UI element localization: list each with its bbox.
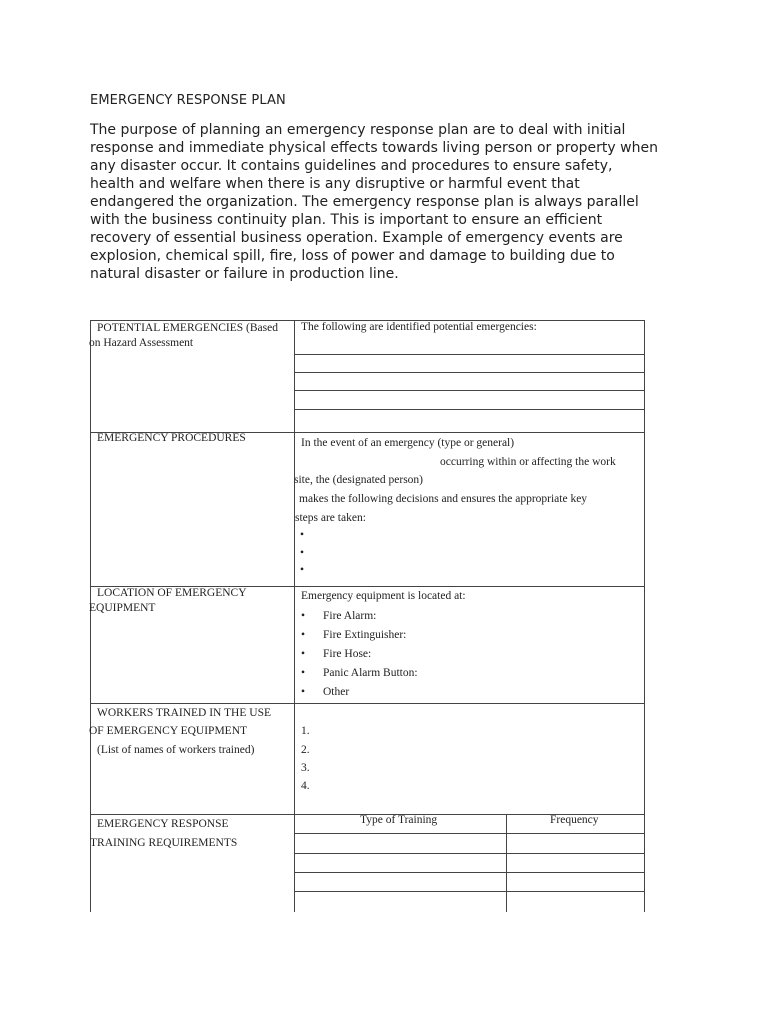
row-line xyxy=(294,833,645,834)
workers-trained-label-cont: OF EMERGENCY EQUIPMENT xyxy=(89,725,248,737)
equipment-bullet: • xyxy=(301,667,306,679)
procedures-line-2: occurring within or affecting the work xyxy=(440,456,616,468)
equipment-bullet: • xyxy=(301,610,306,622)
row-line xyxy=(294,891,645,892)
worker-number: 3. xyxy=(301,762,310,774)
procedures-line-3: site, the (designated person) xyxy=(294,474,424,486)
equipment-bullet: • xyxy=(301,648,306,660)
equipment-location-label: LOCATION OF EMERGENCY xyxy=(97,587,247,599)
row-line xyxy=(294,354,645,355)
procedures-bullet: • xyxy=(300,529,305,541)
training-requirements-label-cont: TRAINING REQUIREMENTS xyxy=(90,837,238,849)
equipment-item-fire-hose: Fire Hose: xyxy=(323,648,372,660)
equipment-bullet: • xyxy=(301,686,306,698)
procedures-bullet: • xyxy=(300,564,305,576)
equipment-intro: Emergency equipment is located at: xyxy=(301,590,466,602)
training-frequency-header: Frequency xyxy=(550,814,599,826)
row-line xyxy=(294,390,645,391)
training-column-divider xyxy=(506,814,507,912)
document-title: EMERGENCY RESPONSE PLAN xyxy=(90,93,286,108)
procedures-line-4: makes the following decisions and ensures the appropriate key xyxy=(299,493,588,505)
row-line xyxy=(294,372,645,373)
training-type-header: Type of Training xyxy=(360,814,438,826)
section-border xyxy=(90,703,645,704)
potential-emergencies-label-cont: on Hazard Assessment xyxy=(89,337,194,349)
equipment-item-fire-alarm: Fire Alarm: xyxy=(323,610,377,622)
row-line xyxy=(294,409,645,410)
equipment-item-other: Other xyxy=(323,686,350,698)
equipment-bullet: • xyxy=(301,629,306,641)
worker-number: 1. xyxy=(301,725,310,737)
procedures-bullet: • xyxy=(300,547,305,559)
procedures-line-5: steps are taken: xyxy=(295,512,366,524)
potential-emergencies-label: POTENTIAL EMERGENCIES (Based xyxy=(97,322,278,334)
intro-paragraph: The purpose of planning an emergency response plan are to deal with initial response and immediate physical effects towards living person or property when any disaster occur. It contains guidelines and procedures to ensure safety, health and welfare when there is any disruptive or harmful event that endangered the organization. The emergency response plan is always parallel with the business continuity plan. This is important to ensure an efficient recovery of essential business operation. Example of emergency events are explosion, chemical spill, fire, loss of power and damage to building due to natural disaster or failure in production line. xyxy=(90,122,658,282)
worker-number: 2. xyxy=(301,744,310,756)
potential-emergencies-intro: The following are identified potential emergencies: xyxy=(301,321,537,333)
emergency-procedures-label: EMERGENCY PROCEDURES xyxy=(97,432,246,444)
workers-trained-label: WORKERS TRAINED IN THE USE xyxy=(97,707,271,719)
row-line xyxy=(294,853,645,854)
row-line xyxy=(294,872,645,873)
worker-number: 4. xyxy=(301,780,310,792)
training-requirements-label: EMERGENCY RESPONSE xyxy=(97,818,229,830)
table-border-left xyxy=(90,320,91,912)
equipment-location-label-cont: EQUIPMENT xyxy=(89,602,156,614)
equipment-item-fire-extinguisher: Fire Extinguisher: xyxy=(323,629,407,641)
workers-trained-note: (List of names of workers trained) xyxy=(97,744,255,756)
equipment-item-panic-alarm: Panic Alarm Button: xyxy=(323,667,418,679)
procedures-line-1: In the event of an emergency (type or general) xyxy=(301,437,515,449)
